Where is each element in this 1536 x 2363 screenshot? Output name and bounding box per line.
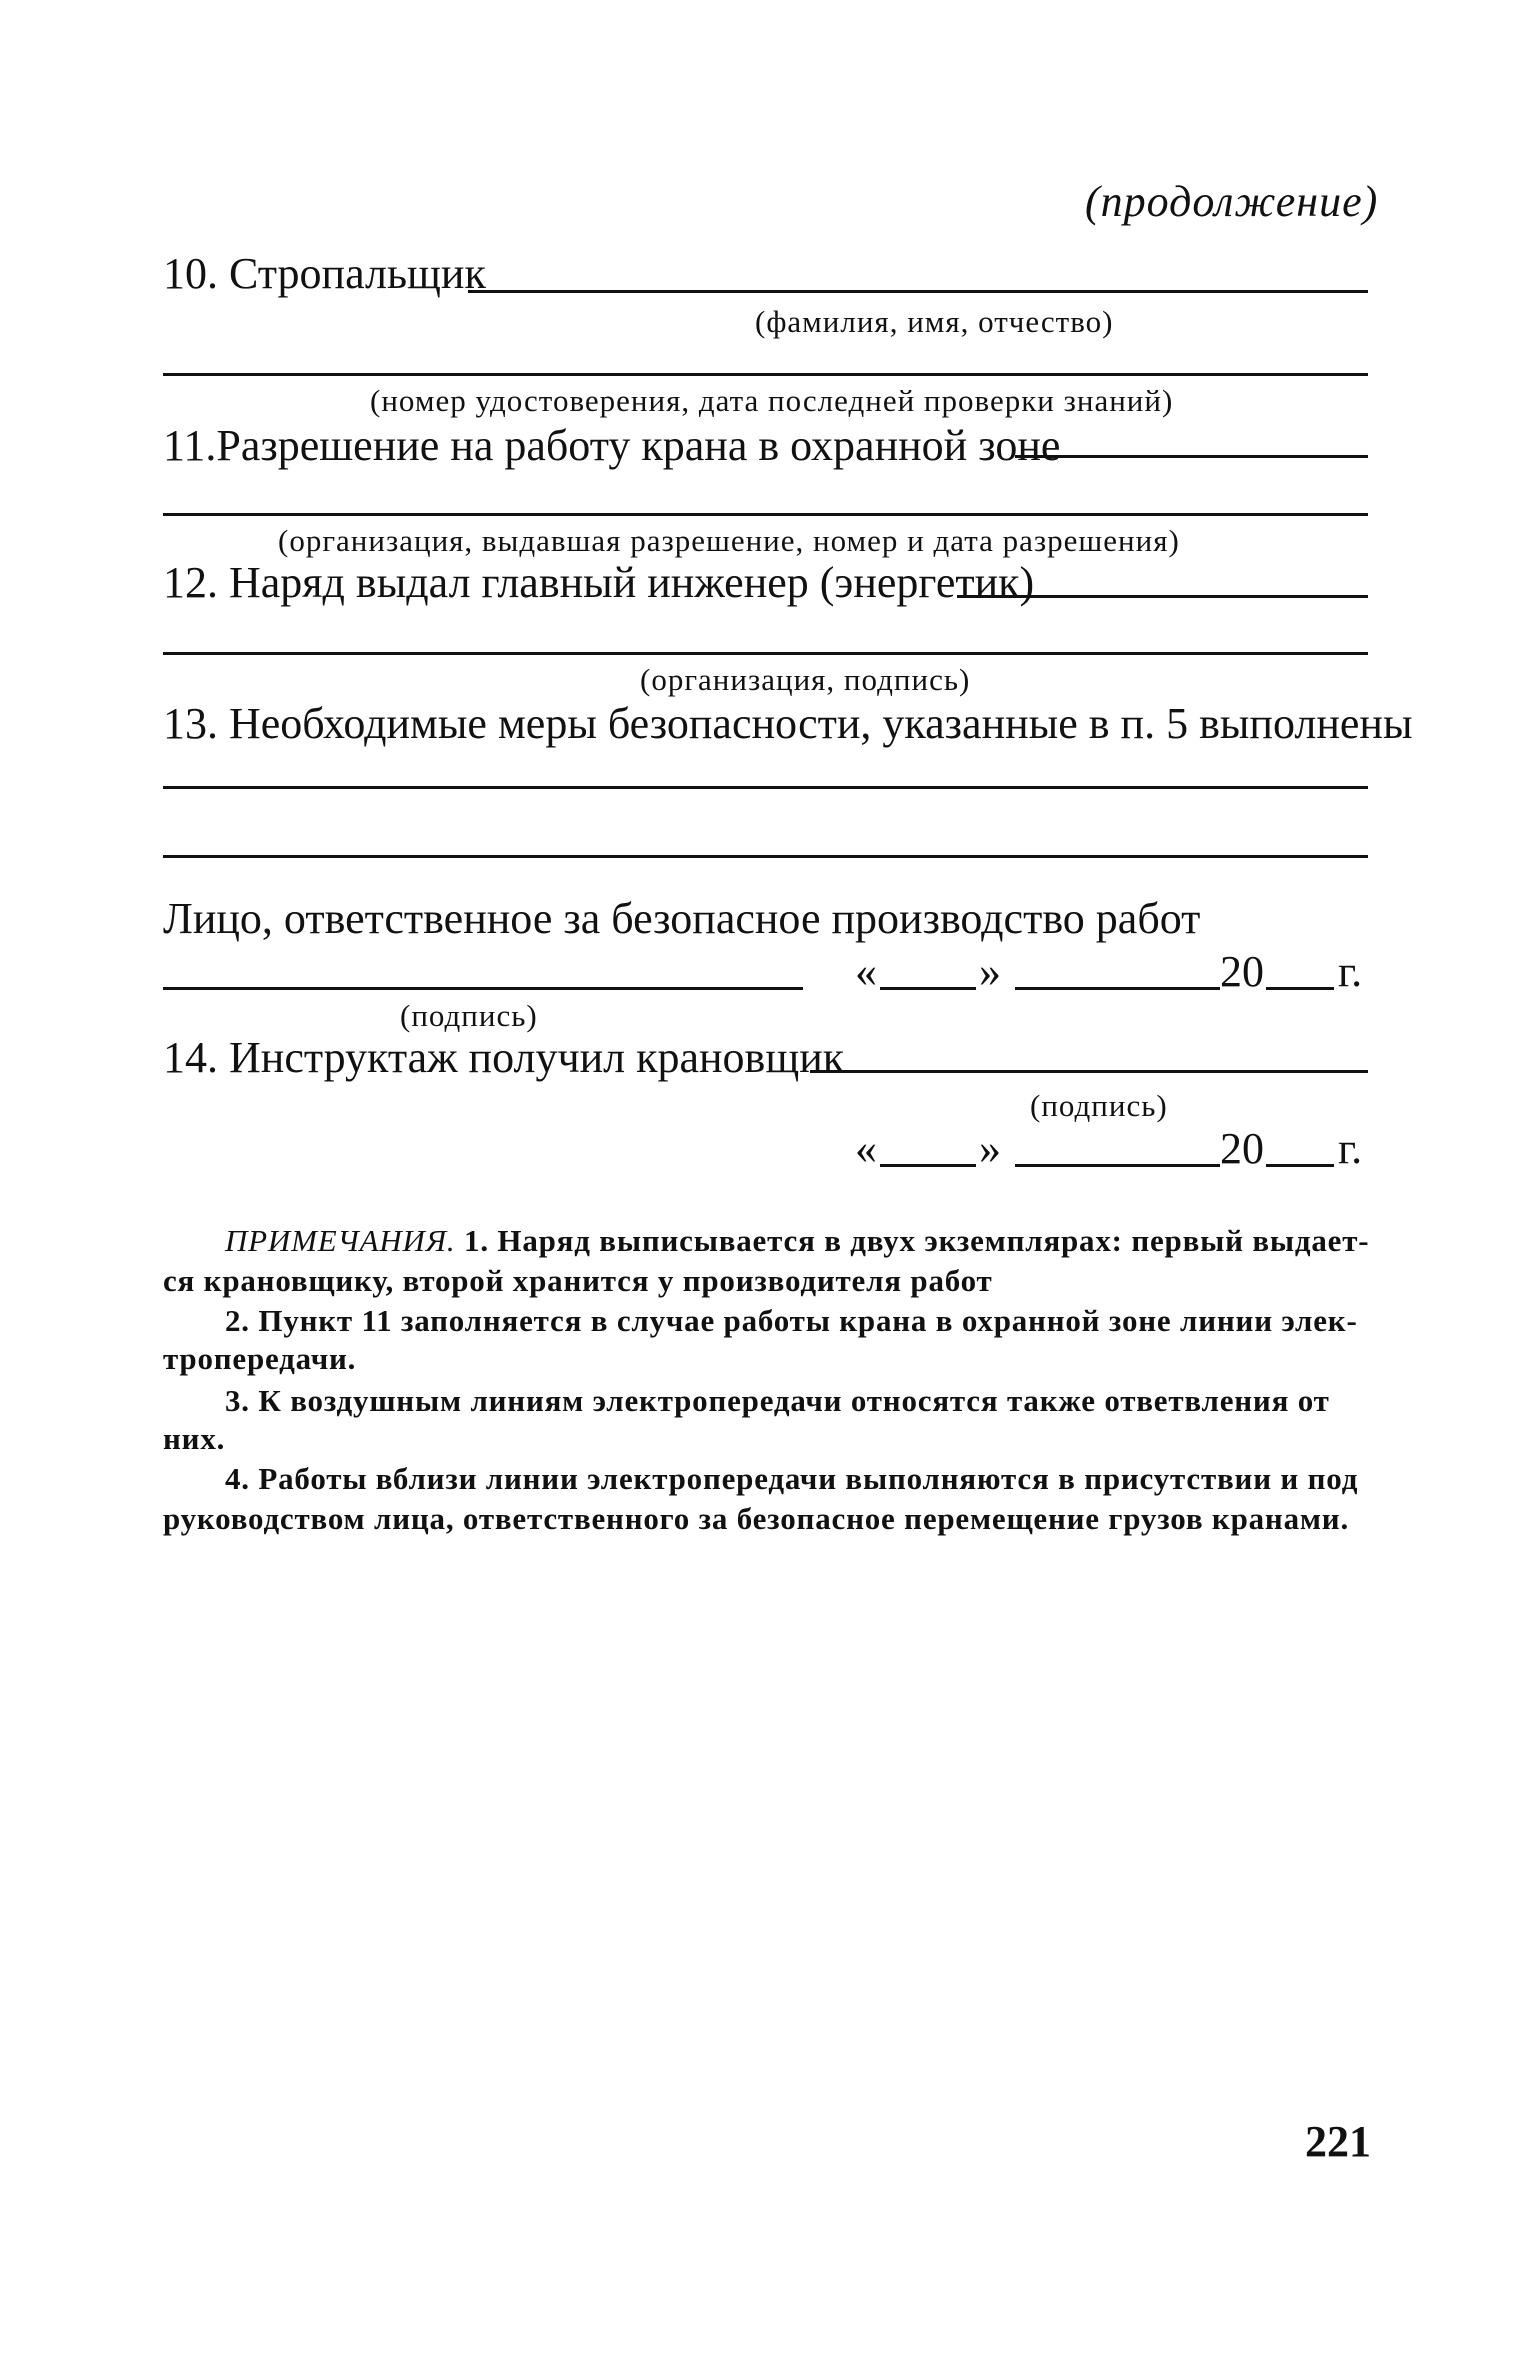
item-11-caption: (организация, выдавшая разрешение, номер и дата разрешения) bbox=[278, 523, 1180, 558]
item-14-caption: (подпись) bbox=[1030, 1088, 1168, 1123]
item-13-line-2[interactable] bbox=[163, 855, 1368, 858]
page-number: 221 bbox=[1305, 2117, 1371, 2166]
item-14-year-prefix: 20 bbox=[1220, 1124, 1264, 1173]
item-14-quote-close: » bbox=[979, 1124, 1001, 1173]
item-10-label: 10. Стропальщик bbox=[163, 249, 486, 298]
note-1-first-line bbox=[225, 1225, 1369, 1256]
item-10-name-line[interactable] bbox=[468, 290, 1368, 293]
item-10-caption-name: (фамилия, имя, отчество) bbox=[755, 304, 1114, 339]
note-3-second-line: них. bbox=[163, 1421, 226, 1456]
item-14-year-suffix: г. bbox=[1338, 1124, 1363, 1173]
item-14-year-line[interactable] bbox=[1266, 1164, 1334, 1167]
responsible-quote-open: « bbox=[855, 947, 877, 996]
item-12-label: 12. Наряд выдал главный инженер (энергетик) bbox=[163, 558, 1035, 607]
item-14-day-line[interactable] bbox=[880, 1164, 976, 1167]
note-1-second-line: ся крановщику, второй хранится у производителя работ bbox=[163, 1263, 993, 1298]
note-4-first-line: 4. Работы вблизи линии электропередачи выполняются в присутствии и под bbox=[225, 1461, 1359, 1496]
responsible-year-prefix: 20 bbox=[1220, 947, 1264, 996]
item-12-line[interactable] bbox=[957, 595, 1368, 598]
item-12-caption: (организация, подпись) bbox=[640, 662, 971, 697]
responsible-year-line[interactable] bbox=[1266, 987, 1334, 990]
note-2-first-line: 2. Пункт 11 заполняется в случае работы крана в охранной зоне линии элек- bbox=[225, 1303, 1358, 1338]
note-1-text: 1. Наряд выписывается в двух экземплярах: первый выдает- bbox=[464, 1223, 1370, 1258]
item-12-org-line[interactable] bbox=[163, 652, 1368, 655]
responsible-day-line[interactable] bbox=[880, 987, 976, 990]
item-13-label: 13. Необходимые меры безопасности, указанные в п. 5 выполнены bbox=[163, 699, 1413, 748]
note-2-second-line: тропередачи. bbox=[163, 1341, 357, 1376]
responsible-signature-line[interactable] bbox=[163, 987, 803, 990]
responsible-caption: (подпись) bbox=[400, 998, 538, 1033]
item-14-month-line[interactable] bbox=[1015, 1164, 1220, 1167]
responsible-quote-close: » bbox=[979, 947, 1001, 996]
continuation-label: (продолжение) bbox=[1085, 177, 1379, 226]
item-14-quote-open: « bbox=[855, 1124, 877, 1173]
item-14-label: 14. Инструктаж получил крановщик bbox=[163, 1033, 845, 1082]
responsible-year-suffix: г. bbox=[1338, 947, 1363, 996]
note-3-first-line: 3. К воздушным линиям электропередачи относятся также ответвления от bbox=[225, 1383, 1330, 1418]
item-14-signature-line[interactable] bbox=[810, 1070, 1368, 1073]
item-11-label: 11.Разрешение на работу крана в охранной зоне bbox=[163, 421, 1061, 470]
responsible-month-line[interactable] bbox=[1015, 987, 1220, 990]
item-10-caption-cert: (номер удостоверения, дата последней проверки знаний) bbox=[370, 383, 1174, 418]
item-11-org-line[interactable] bbox=[163, 513, 1368, 516]
item-10-cert-line[interactable] bbox=[163, 373, 1368, 376]
item-13-line-1[interactable] bbox=[163, 786, 1368, 789]
responsible-label: Лицо, ответственное за безопасное производство работ bbox=[163, 894, 1201, 943]
item-11-line[interactable] bbox=[1015, 455, 1368, 458]
notes-heading: ПРИМЕЧАНИЯ. bbox=[225, 1223, 456, 1258]
note-4-second-line: руководством лица, ответственного за безопасное перемещение грузов кранами. bbox=[163, 1501, 1350, 1536]
